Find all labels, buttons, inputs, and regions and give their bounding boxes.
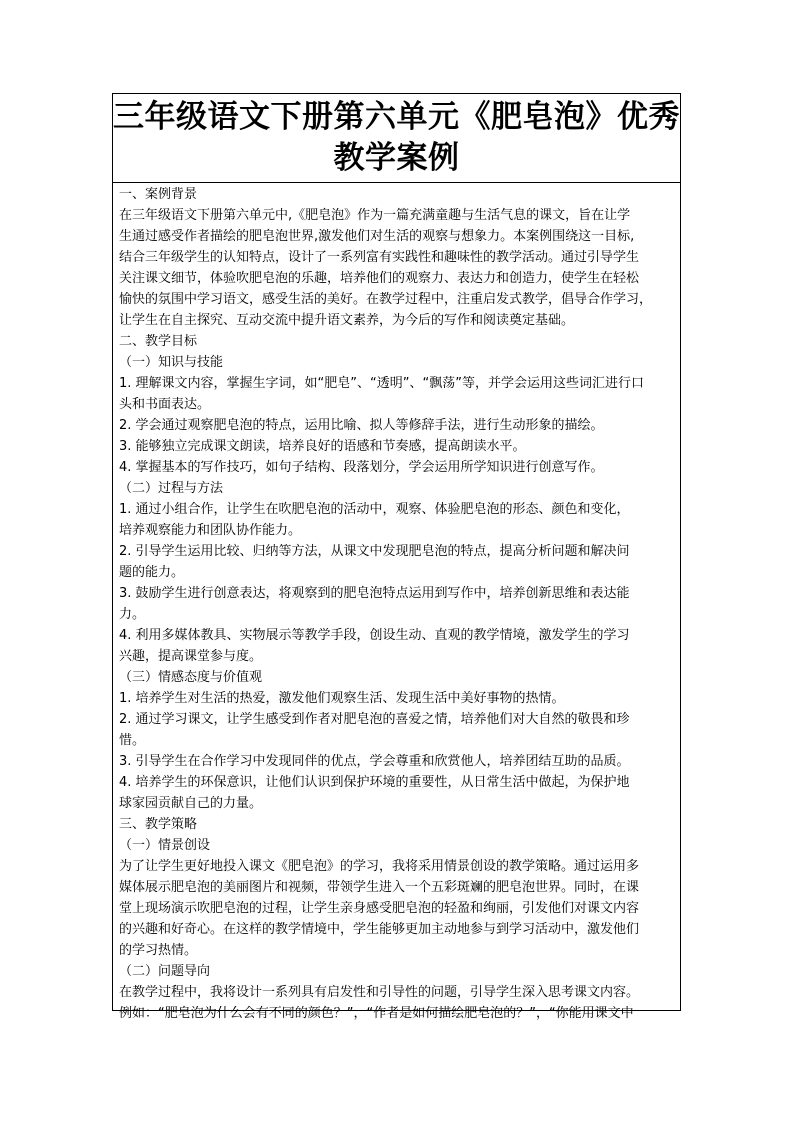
text-line: 的学习热情。 <box>119 943 198 958</box>
text-line: 4. 培养学生的环保意识，让他们认识到保护环境的重要性，从日常生活中做起，为保护地 <box>119 775 630 790</box>
text-line: 三、教学策略 <box>119 817 198 832</box>
text-line: 4. 利用多媒体教具、实物展示等教学手段，创设生动、直观的教学情境，激发学生的学习 <box>119 628 630 643</box>
text-line: 2. 通过学习课文，让学生感受到作者对肥皂泡的喜爱之情，培养他们对大自然的敬畏和珍 <box>119 712 630 727</box>
text-line: 3. 引导学生在合作学习中发现同伴的优点，学会尊重和欣赏他人，培养团结互助的品质。 <box>119 754 630 769</box>
text-line: （二）问题导向 <box>119 964 211 979</box>
text-line: 二、教学目标 <box>119 334 198 349</box>
text-line: 的兴趣和好奇心。在这样的教学情境中，学生能够更加主动地参与到学习活动中，激发他们 <box>119 922 640 937</box>
text-line: 头和书面表达。 <box>119 397 211 412</box>
text-line: 在三年级语文下册第六单元中,《肥皂泡》作为一篇充满童趣与生活气息的课文，旨在让学 <box>119 208 631 223</box>
text-line: （一）情景创设 <box>119 838 211 853</box>
text-line: 题的能力。 <box>119 565 185 580</box>
text-line: 球家园贡献自己的力量。 <box>119 796 263 811</box>
text-line: 愉快的氛围中学习语文，感受生活的美好。在教学过程中，注重启发式教学，倡导合作学习， <box>119 292 653 307</box>
text-line: 在教学过程中，我将设计一系列具有启发性和引导性的问题，引导学生深入思考课文内容。 <box>119 985 640 1000</box>
text-line: 3. 鼓励学生进行创意表达，将观察到的肥皂泡特点运用到写作中，培养创新思维和表达能 <box>119 586 630 601</box>
text-line: 生通过感受作者描绘的肥皂泡世界,激发他们对生活的观察与想象力。本案例围绕这一目标, <box>119 229 635 244</box>
text-line: 2. 引导学生运用比较、归纳等方法，从课文中发现肥皂泡的特点，提高分析问题和解决问 <box>119 544 630 559</box>
text-line: 关注课文细节，体验吹肥皂泡的乐趣，培养他们的观察力、表达力和创造力，使学生在轻松 <box>119 271 640 286</box>
text-line: 力。 <box>119 607 146 622</box>
text-line: 1. 理解课文内容，掌握生字词，如“肥皂”、“透明”、“飘荡”等，并学会运用这些词汇进行口 <box>119 376 644 391</box>
text-line: 惜。 <box>119 733 146 748</box>
text-line: 4. 掌握基本的写作技巧，如句子结构、段落划分，学会运用所学知识进行创意写作。 <box>119 460 604 475</box>
text-line: 例如：“肥皂泡为什么会有不同的颜色？”，“作者是如何描绘肥皂泡的？”，“你能用课文中 <box>119 1006 634 1021</box>
title-cell <box>113 94 680 183</box>
text-line: 一、案例背景 <box>119 187 198 202</box>
text-line: （二）过程与方法 <box>119 481 224 496</box>
text-line: 结合三年级学生的认知特点，设计了一系列富有实践性和趣味性的教学活动。通过引导学生 <box>119 250 640 265</box>
text-line: 2. 学会通过观察肥皂泡的特点，运用比喻、拟人等修辞手法，进行生动形象的描绘。 <box>119 418 604 433</box>
text-line: 堂上现场演示吹肥皂泡的过程，让学生亲身感受肥皂泡的轻盈和绚丽，引发他们对课文内容 <box>119 901 640 916</box>
document-title: 三年级语文下册第六单元《肥皂泡》优秀教学案例 <box>113 99 680 176</box>
document-body <box>113 183 680 1024</box>
text-line: 1. 通过小组合作，让学生在吹肥皂泡的活动中，观察、体验肥皂泡的形态、颜色和变化， <box>119 502 630 517</box>
text-line: 1. 培养学生对生活的热爱，激发他们观察生活、发现生活中美好事物的热情。 <box>119 691 565 706</box>
text-line: （三）情感态度与价值观 <box>119 670 263 685</box>
text-line: 为了让学生更好地投入课文《肥皂泡》的学习，我将采用情景创设的教学策略。通过运用多 <box>119 859 640 874</box>
text-line: 3. 能够独立完成课文朗读，培养良好的语感和节奏感，提高朗读水平。 <box>119 439 526 454</box>
text-line: 媒体展示肥皂泡的美丽图片和视频，带领学生进入一个五彩斑斓的肥皂泡世界。同时，在课 <box>119 880 640 895</box>
text-line: （一）知识与技能 <box>119 355 224 370</box>
text-line: 培养观察能力和团队协作能力。 <box>119 523 302 538</box>
text-line: 兴趣，提高课堂参与度。 <box>119 649 263 664</box>
text-line: 让学生在自主探究、互动交流中提升语文素养，为今后的写作和阅读奠定基础。 <box>119 313 575 328</box>
document-table <box>112 93 681 1021</box>
